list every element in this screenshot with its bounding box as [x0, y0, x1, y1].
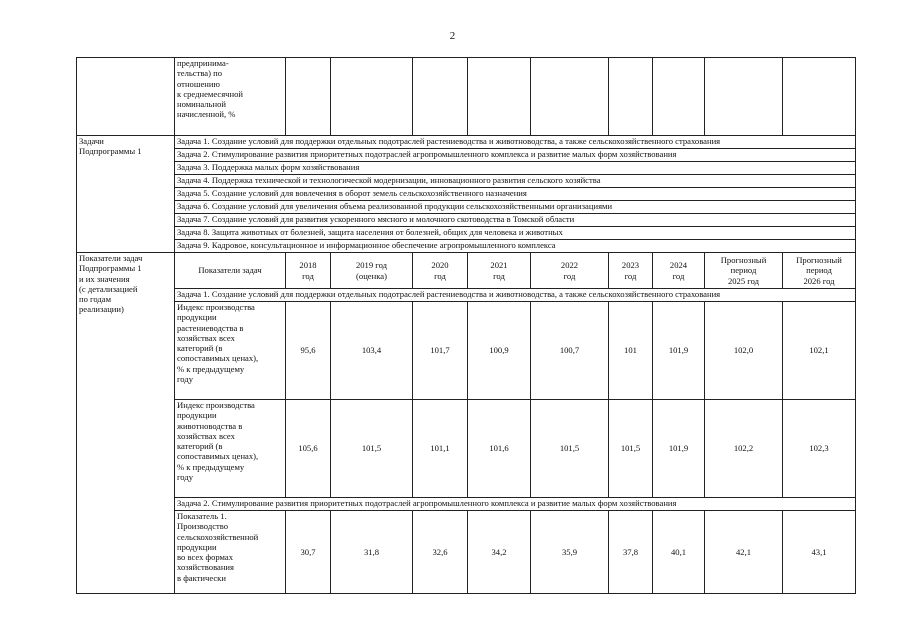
value-cell: 102,2: [705, 400, 783, 498]
task-cell: Задача 4. Поддержка технической и технологической модернизации, инновационного развития сельского хозяйства: [175, 175, 856, 188]
value-cell: 31,8: [331, 511, 413, 594]
value-cell: 34,2: [468, 511, 531, 594]
value-cell: 100,7: [531, 302, 609, 400]
continuation-line: к среднемесячной: [177, 88, 243, 99]
empty-cell: [468, 58, 531, 136]
empty-cell: [331, 58, 413, 136]
value-cell: 102,0: [705, 302, 783, 400]
task-row: [77, 175, 856, 188]
value-cell: 100,9: [468, 302, 531, 400]
indicators-label-line: и их значения: [79, 273, 130, 284]
task-cell: Задача 3. Поддержка малых форм хозяйствования: [175, 162, 856, 175]
indicators-label-line: реализации): [79, 304, 124, 315]
header-year-2022: 2022 год: [531, 253, 609, 289]
tasks-label-cell: [77, 136, 175, 253]
task-cell: Задача 2. Стимулирование развития приоритетных подотраслей агропромышленного комплекса и развитие малых форм хозяйствования: [175, 149, 856, 162]
continuation-text-cell: [175, 58, 286, 136]
indicator-row: [77, 511, 856, 594]
empty-cell: [609, 58, 653, 136]
header-year-2020: 2020 год: [413, 253, 468, 289]
tasks-label-line: Задачи: [79, 136, 104, 146]
indicator-name-cell: Индекс производства продукции растениеводства в хозяйствах всех категорий (в сопоставимых ценах), % к предыдущему году: [175, 302, 286, 400]
empty-cell: [783, 58, 856, 136]
continuation-line: начисленной, %: [177, 109, 236, 120]
page-number: 2: [449, 30, 456, 42]
header-year-2019: 2019 год (оценка): [331, 253, 413, 289]
value-cell: 101,9: [653, 400, 705, 498]
task-row: [77, 214, 856, 227]
task-row: [77, 136, 856, 149]
header-year-2021: 2021 год: [468, 253, 531, 289]
task-cell: Задача 5. Создание условий для вовлечения в оборот земель сельскохозяйственного назначения: [175, 188, 856, 201]
indicators-label-line: Показатели задач: [79, 253, 143, 263]
task-cell: Задача 7. Создание условий для развития ускоренного мясного и молочного скотоводства в Томской области: [175, 214, 856, 227]
task-cell: Задача 9. Кадровое, консультационное и информационное обеспечение агропромышленного комплекса: [175, 240, 856, 253]
section-title-row: [77, 498, 856, 511]
value-cell: 37,8: [609, 511, 653, 594]
task-cell: Задача 8. Защита животных от болезней, защита населения от болезней, общих для человека и животных: [175, 227, 856, 240]
indicator-row: [77, 400, 856, 498]
indicators-label-line: (с детализацией: [79, 283, 138, 294]
value-cell: 102,3: [783, 400, 856, 498]
value-cell: 95,6: [286, 302, 331, 400]
indicator-name-cell: Индекс производства продукции животноводства в хозяйствах всех категорий (в сопоставимых ценах), % к предыдущему году: [175, 400, 286, 498]
task-row: [77, 188, 856, 201]
value-cell: 105,6: [286, 400, 331, 498]
header-year-2025: Прогнозный период 2025 год: [705, 253, 783, 289]
value-cell: 40,1: [653, 511, 705, 594]
value-cell: 101,5: [609, 400, 653, 498]
tasks-label-line: Подпрограммы 1: [79, 146, 142, 157]
value-cell: 30,7: [286, 511, 331, 594]
empty-cell: [653, 58, 705, 136]
empty-cell: [531, 58, 609, 136]
empty-cell: [286, 58, 331, 136]
section-title-row: [77, 289, 856, 302]
task-row: [77, 227, 856, 240]
header-year-2018: 2018 год: [286, 253, 331, 289]
value-cell: 101: [609, 302, 653, 400]
header-year-2023: 2023 год: [609, 253, 653, 289]
indicators-table: [76, 57, 856, 594]
indicators-label-line: по годам: [79, 294, 112, 305]
task-row: [77, 201, 856, 214]
value-cell: 102,1: [783, 302, 856, 400]
empty-cell: [413, 58, 468, 136]
value-cell: 101,5: [331, 400, 413, 498]
continuation-line: тельства) по: [177, 68, 223, 79]
indicators-label-line: Подпрограммы 1: [79, 263, 142, 274]
task-row: [77, 240, 856, 253]
value-cell: 42,1: [705, 511, 783, 594]
section-title-cell: Задача 1. Создание условий для поддержки отдельных подотраслей растениеводства и животноводства, а также сельскохозяйственного страхования: [175, 289, 856, 302]
header-year-2026: Прогнозный период 2026 год: [783, 253, 856, 289]
continuation-line: номинальной: [177, 99, 226, 110]
indicators-header-row: [77, 253, 856, 289]
continuation-row: [77, 58, 856, 136]
value-cell: 101,7: [413, 302, 468, 400]
continuation-line: предпринима-: [177, 58, 229, 68]
value-cell: 35,9: [531, 511, 609, 594]
task-row: [77, 162, 856, 175]
value-cell: 101,6: [468, 400, 531, 498]
continuation-line: отношению: [177, 78, 220, 89]
empty-cell: [705, 58, 783, 136]
value-cell: 103,4: [331, 302, 413, 400]
value-cell: 101,5: [531, 400, 609, 498]
header-year-2024: 2024 год: [653, 253, 705, 289]
task-row: [77, 149, 856, 162]
value-cell: 101,1: [413, 400, 468, 498]
continuation-label-cell: [77, 58, 175, 136]
header-indicator-cell: Показатели задач: [175, 253, 286, 289]
indicator-name-cell: Показатель 1. Производство сельскохозяйственной продукции во всех формах хозяйствования в фактически: [175, 511, 286, 594]
section-title-cell: Задача 2. Стимулирование развития приоритетных подотраслей агропромышленного комплекса и развитие малых форм хозяйствования: [175, 498, 856, 511]
indicators-table-wrapper: [76, 57, 856, 594]
indicator-row: [77, 302, 856, 400]
indicators-label-cell: [77, 253, 175, 594]
value-cell: 43,1: [783, 511, 856, 594]
task-cell: Задача 1. Создание условий для поддержки отдельных подотраслей растениеводства и животноводства, а также сельскохозяйственного страхования: [175, 136, 856, 149]
value-cell: 32,6: [413, 511, 468, 594]
value-cell: 101,9: [653, 302, 705, 400]
task-cell: Задача 6. Создание условий для увеличения объема реализованной продукции сельскохозяйственными организациями: [175, 201, 856, 214]
